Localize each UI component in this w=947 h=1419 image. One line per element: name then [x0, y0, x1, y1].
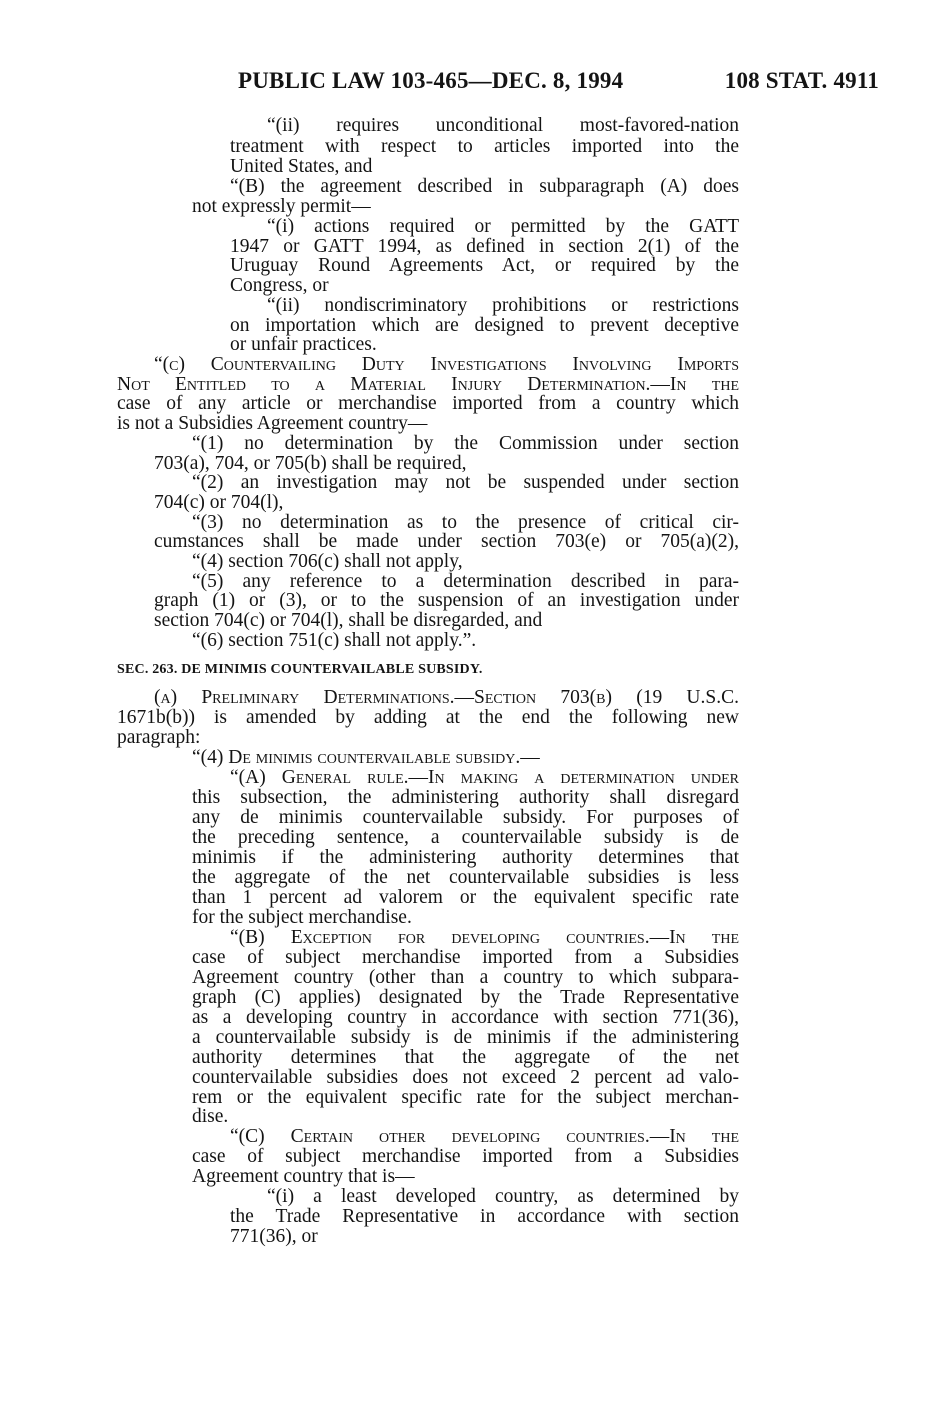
text-line: case of any article or merchandise imported from a country which	[117, 393, 739, 414]
text-line: United States, and	[230, 156, 373, 177]
text-line: case of subject merchandise imported from a Subsidies	[192, 947, 739, 968]
text-line: section 704(c) or 704(l), shall be disregarded, and	[154, 610, 543, 631]
text-line: Congress, or	[230, 275, 329, 296]
subsection-heading: (a) Preliminary Determinations.—Section 703(b) (19 U.S.C.	[154, 687, 739, 708]
text-line: a countervailable subsidy is de minimis if the administering	[192, 1027, 739, 1048]
text-line: graph (C) applies) designated by the Trade Representative	[192, 987, 739, 1008]
text-line: as a developing country in accordance with section 771(36),	[192, 1007, 739, 1028]
text-line: than 1 percent ad valorem or the equivalent specific rate	[192, 887, 739, 908]
text-line: any de minimis countervailable subsidy. For purposes of	[192, 807, 739, 828]
text-line: “(ii) requires unconditional most-favored-nation	[267, 115, 739, 136]
statute-page-number: 108 STAT. 4911	[724, 68, 879, 93]
text-line: 704(c) or 704(l),	[154, 492, 284, 513]
text-line: the aggregate of the net countervailable subsidies is less	[192, 867, 739, 888]
subsection-heading: Not Entitled to a Material Injury Determination.—In the	[117, 374, 739, 395]
text-line: paragraph:	[117, 727, 201, 748]
text-line: the preceding sentence, a countervailable subsidy is de	[192, 827, 739, 848]
paragraph-heading: “(4) De minimis countervailable subsidy.—	[192, 747, 540, 768]
text-line: Agreement country (other than a country to which subpara-	[192, 967, 739, 988]
subparagraph-heading: “(B) Exception for developing countries.—In the	[230, 927, 739, 948]
text-line: 1947 or GATT 1994, as defined in section 2(1) of the	[230, 236, 739, 257]
text-line: the Trade Representative in accordance with section	[230, 1206, 739, 1227]
text-line: Uruguay Round Agreements Act, or required by the	[230, 255, 739, 276]
text-line: authority determines that the aggregate of the net	[192, 1047, 739, 1068]
text-line: graph (1) or (3), or to the suspension of an investigation under	[154, 590, 739, 611]
text-line: 771(36), or	[230, 1226, 318, 1247]
text-line: “(i) actions required or permitted by the GATT	[267, 216, 739, 237]
text-line: rem or the equivalent specific rate for the subject merchan-	[192, 1087, 739, 1108]
text-line: “(2) an investigation may not be suspended under section	[192, 472, 739, 493]
text-line: case of subject merchandise imported from a Subsidies	[192, 1146, 739, 1167]
text-line: not expressly permit—	[192, 196, 371, 217]
text-line: “(1) no determination by the Commission under section	[192, 433, 739, 454]
public-law-citation: PUBLIC LAW 103-465—DEC. 8, 1994	[238, 68, 624, 93]
text-line: dise.	[192, 1106, 229, 1127]
subparagraph-heading: “(C) Certain other developing countries.—In the	[230, 1126, 739, 1147]
text-line: 1671b(b)) is amended by adding at the end the following new	[117, 707, 739, 728]
text-line: “(B) the agreement described in subparagraph (A) does	[230, 176, 739, 197]
text-line: Agreement country that is—	[192, 1166, 415, 1187]
text-line: “(5) any reference to a determination described in para-	[192, 571, 739, 592]
text-line: minimis if the administering authority determines that	[192, 847, 739, 868]
text-line: treatment with respect to articles imported into the	[230, 136, 739, 157]
text-line: “(ii) nondiscriminatory prohibitions or restrictions	[267, 295, 739, 316]
text-line: on importation which are designed to prevent deceptive	[230, 315, 739, 336]
text-line: 703(a), 704, or 705(b) shall be required,	[154, 453, 467, 474]
text-line: “(3) no determination as to the presence of critical cir-	[192, 512, 739, 533]
text-line: for the subject merchandise.	[192, 907, 412, 928]
section-heading: SEC. 263. DE MINIMIS COUNTERVAILABLE SUBSIDY.	[117, 662, 483, 677]
text-line: “(6) section 751(c) shall not apply.”.	[192, 630, 477, 651]
text-line: “(4) section 706(c) shall not apply,	[192, 551, 463, 572]
subparagraph-heading: “(A) General rule.—In making a determination under	[230, 767, 739, 788]
running-header	[222, 68, 879, 98]
text-line: “(i) a least developed country, as determined by	[267, 1186, 739, 1207]
text-line: countervailable subsidies does not exceed 2 percent ad valo-	[192, 1067, 739, 1088]
text-line: this subsection, the administering authority shall disregard	[192, 787, 739, 808]
text-line: or unfair practices.	[230, 334, 377, 355]
text-line: cumstances shall be made under section 703(e) or 705(a)(2),	[154, 531, 739, 552]
subsection-heading: “(c) Countervailing Duty Investigations Involving Imports	[154, 354, 739, 375]
text-line: is not a Subsidies Agreement country—	[117, 413, 428, 434]
